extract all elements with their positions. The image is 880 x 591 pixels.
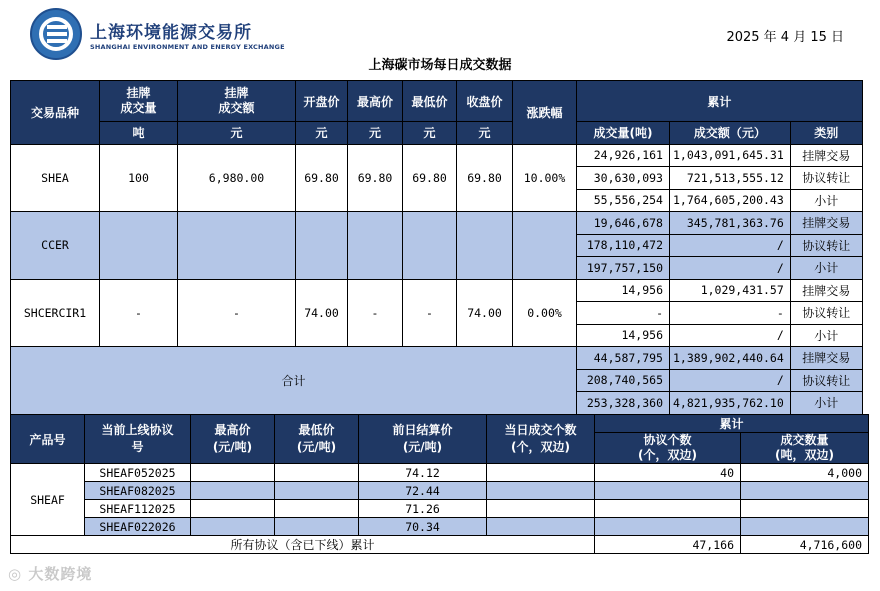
cum-volume — [741, 482, 869, 500]
unit-volume: 吨 — [100, 122, 178, 145]
col-category: 类别 — [790, 122, 862, 145]
product-name: CCER — [11, 212, 100, 280]
unit-high: 元 — [348, 122, 403, 145]
col-listed-volume: 挂牌 成交量 — [100, 81, 178, 122]
cum-amount: 1,029,431.57 — [670, 279, 791, 302]
cum-volume: 197,757,150 — [577, 257, 670, 280]
cum-count — [595, 500, 741, 518]
close-price: 74.00 — [457, 279, 513, 347]
cum-count: 40 — [595, 464, 741, 482]
futures-agreement-table — [10, 414, 869, 554]
unit-open: 元 — [296, 122, 348, 145]
product-name: SHCERCIR1 — [11, 279, 100, 347]
change-pct — [513, 212, 577, 280]
cum-amount: 345,781,363.76 — [670, 212, 791, 235]
listed-amount: 6,980.00 — [178, 144, 296, 212]
low-price — [275, 464, 359, 482]
product-name: SHEA — [11, 144, 100, 212]
table-row — [11, 347, 863, 370]
unit-low: 元 — [403, 122, 457, 145]
high-price: - — [348, 279, 403, 347]
total-label: 所有协议（含已下线）累计 — [11, 536, 595, 554]
high-price — [191, 500, 275, 518]
cum-volume: 55,556,254 — [577, 189, 670, 212]
cum-volume: 4,000 — [741, 464, 869, 482]
col-cumulative: 累计 — [577, 81, 863, 122]
watermark: ◎ 大数跨境 — [8, 565, 93, 583]
total-label: 合计 — [11, 347, 577, 415]
daily-count — [487, 500, 595, 518]
col-open: 开盘价 — [296, 81, 348, 122]
col-cum-amount: 成交额（元） — [670, 122, 791, 145]
category: 小计 — [790, 189, 862, 212]
low-price — [275, 482, 359, 500]
settle-price: 70.34 — [359, 518, 487, 536]
listed-amount: - — [178, 279, 296, 347]
category: 小计 — [790, 257, 862, 280]
col-daily-count: 当日成交个数 (个，双边) — [487, 415, 595, 464]
low-price: - — [403, 279, 457, 347]
report-title: 上海碳市场每日成交数据 — [368, 58, 512, 73]
category: 挂牌交易 — [790, 347, 862, 370]
col-low: 最低价 (元/吨) — [275, 415, 359, 464]
col-product-code: 产品号 — [11, 415, 85, 464]
daily-trading-table — [10, 80, 863, 415]
high-price: 69.80 — [348, 144, 403, 212]
listed-volume: - — [100, 279, 178, 347]
cum-amount: 1,043,091,645.31 — [670, 144, 791, 167]
cum-count — [595, 482, 741, 500]
category: 小计 — [790, 324, 862, 347]
cum-amount: - — [670, 302, 791, 325]
category: 挂牌交易 — [790, 212, 862, 235]
col-close: 收盘价 — [457, 81, 513, 122]
high-price — [348, 212, 403, 280]
unit-close: 元 — [457, 122, 513, 145]
col-high: 最高价 — [348, 81, 403, 122]
table-row — [11, 212, 863, 235]
cum-count: 47,166 — [595, 536, 741, 554]
cum-volume: 253,328,360 — [577, 392, 670, 415]
col-product: 交易品种 — [11, 81, 100, 145]
table-row — [11, 518, 869, 536]
category: 挂牌交易 — [790, 144, 862, 167]
category: 协议转让 — [790, 369, 862, 392]
table-row — [11, 464, 869, 482]
settle-price: 72.44 — [359, 482, 487, 500]
report-date: 2025 年 4 月 15 日 — [726, 30, 844, 45]
cum-volume: 30,630,093 — [577, 167, 670, 190]
daily-count — [487, 518, 595, 536]
org-name-cn: 上海环境能源交易所 — [90, 23, 252, 43]
close-price — [457, 212, 513, 280]
cum-count — [595, 518, 741, 536]
cum-volume: 178,110,472 — [577, 234, 670, 257]
change-pct: 0.00% — [513, 279, 577, 347]
cum-amount: / — [670, 369, 791, 392]
contract-code: SHEAF022026 — [85, 518, 191, 536]
col-change: 涨跌幅 — [513, 81, 577, 145]
col-low: 最低价 — [403, 81, 457, 122]
low-price — [403, 212, 457, 280]
contract-code: SHEAF052025 — [85, 464, 191, 482]
exchange-emblem-icon — [30, 8, 82, 60]
product-code: SHEAF — [11, 464, 85, 536]
cum-volume: - — [577, 302, 670, 325]
cum-volume — [741, 518, 869, 536]
table-row — [11, 279, 863, 302]
cum-amount: / — [670, 257, 791, 280]
col-contract: 当前上线协议 号 — [85, 415, 191, 464]
low-price — [275, 518, 359, 536]
col-listed-amount: 挂牌 成交额 — [178, 81, 296, 122]
listed-volume — [100, 212, 178, 280]
settle-price: 74.12 — [359, 464, 487, 482]
cum-volume: 19,646,678 — [577, 212, 670, 235]
low-price: 69.80 — [403, 144, 457, 212]
col-cum-volume: 成交数量 (吨，双边) — [741, 433, 869, 464]
col-cumulative: 累计 — [595, 415, 869, 433]
cum-amount: 1,389,902,440.64 — [670, 347, 791, 370]
table-row — [11, 144, 863, 167]
contract-code: SHEAF082025 — [85, 482, 191, 500]
open-price — [296, 212, 348, 280]
settle-price: 71.26 — [359, 500, 487, 518]
category: 协议转让 — [790, 167, 862, 190]
daily-count — [487, 482, 595, 500]
watermark-icon: ◎ — [8, 565, 29, 583]
col-cum-count: 协议个数 (个，双边) — [595, 433, 741, 464]
cum-amount: / — [670, 324, 791, 347]
cum-amount: 4,821,935,762.10 — [670, 392, 791, 415]
high-price — [191, 464, 275, 482]
category: 小计 — [790, 392, 862, 415]
cum-volume: 208,740,565 — [577, 369, 670, 392]
cum-volume — [741, 500, 869, 518]
low-price — [275, 500, 359, 518]
category: 协议转让 — [790, 234, 862, 257]
open-price: 69.80 — [296, 144, 348, 212]
category: 协议转让 — [790, 302, 862, 325]
listed-amount — [178, 212, 296, 280]
col-cum-volume: 成交量(吨) — [577, 122, 670, 145]
table-row — [11, 482, 869, 500]
table-row — [11, 536, 869, 554]
col-high: 最高价 (元/吨) — [191, 415, 275, 464]
category: 挂牌交易 — [790, 279, 862, 302]
cum-amount: 721,513,555.12 — [670, 167, 791, 190]
cum-volume: 4,716,600 — [741, 536, 869, 554]
cum-amount: 1,764,605,200.43 — [670, 189, 791, 212]
cum-volume: 24,926,161 — [577, 144, 670, 167]
change-pct: 10.00% — [513, 144, 577, 212]
unit-amount: 元 — [178, 122, 296, 145]
cum-volume: 14,956 — [577, 324, 670, 347]
col-settle: 前日结算价 (元/吨) — [359, 415, 487, 464]
high-price — [191, 482, 275, 500]
high-price — [191, 518, 275, 536]
cum-volume: 14,956 — [577, 279, 670, 302]
cum-volume: 44,587,795 — [577, 347, 670, 370]
daily-count — [487, 464, 595, 482]
org-name-en: SHANGHAI ENVIRONMENT AND ENERGY EXCHANGE — [90, 43, 285, 51]
close-price: 69.80 — [457, 144, 513, 212]
open-price: 74.00 — [296, 279, 348, 347]
cum-amount: / — [670, 234, 791, 257]
table-row — [11, 500, 869, 518]
listed-volume: 100 — [100, 144, 178, 212]
contract-code: SHEAF112025 — [85, 500, 191, 518]
